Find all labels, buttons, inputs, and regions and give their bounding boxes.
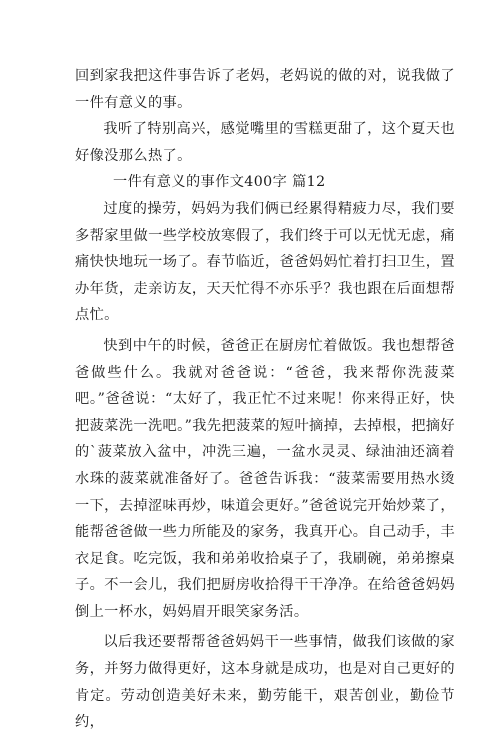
- essay-heading: 一件有意义的事作文400字 篇12: [113, 174, 326, 191]
- paragraph-future-help: 以后我还要帮帮爸爸妈妈干一些事情，做我们该做的家务，并努力做得更好，这本身就是成功，也是对自己更好的肯定。劳动创造美好未来，勤劳能干，艰苦创业，勤俭节约，: [75, 634, 455, 731]
- paragraph-summer-feeling: 我听了特别高兴，感觉嘴里的雪糕更甜了，这个夏天也好像没那么热了。: [75, 121, 455, 164]
- paragraph-new-year-chores: 过度的操劳，妈妈为我们俩已经累得精疲力尽，我们要多帮家里做一些学校放寒假了，我们终于可以无忧无虑，痛痛快快地玩一场了。春节临近，爸爸妈妈忙着打扫卫生，置办年货，走亲访友，天天忙得不亦乐乎？我也跟在后面想帮点忙。: [75, 200, 455, 324]
- paragraph-closing-line: 回到家我把这件事告诉了老妈，老妈说的做的对，说我做了一件有意义的事。: [75, 68, 455, 111]
- paragraph-washing-spinach: 快到中午的时候，爸爸正在厨房忙着做饭。我也想帮爸爸做些什么。我就对爸爸说：“爸爸，我来帮你洗菠菜吧。”爸爸说：“太好了，我正忙不过来呢！你来得正好，快把菠菜洗一洗吧。”我先把菠菜的短叶摘掉，去掉根，把摘好的`菠菜放入盆中，冲洗三遍，一盆水灵灵、绿油油还滴着水珠的菠菜就准备好了。爸爸告诉我：“菠菜需要用热水烫一下，去掉涩味再炒，味道会更好。”爸爸说完开始炒菜了，能帮爸爸做一些力所能及的家务，我真开心。自己动手，丰衣足食。吃完饭，我和弟弟收拾桌子了，我刷碗，弟弟擦桌子。不一会儿，我们把厨房收拾得干干净净。在给爸爸妈妈倒上一杯水，妈妈眉开眼笑家务活。: [75, 337, 455, 620]
- article-body: [75, 63, 455, 736]
